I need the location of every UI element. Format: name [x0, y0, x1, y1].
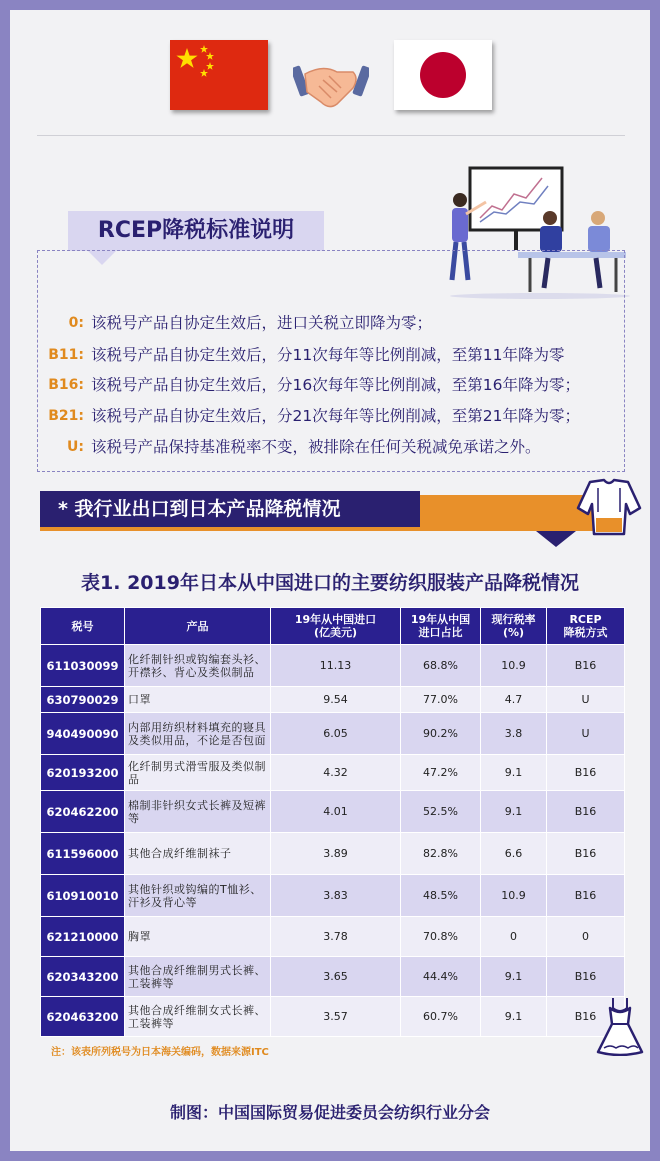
table-row	[41, 833, 625, 875]
rcep-title-tag	[68, 211, 324, 251]
table-title: 表1. 2019年日本从中国进口的主要纺织服装产品降税情况	[81, 572, 579, 594]
header-rcep-method: RCEP 降税方式	[547, 608, 625, 645]
china-flag-icon	[170, 40, 268, 110]
table-row	[41, 917, 625, 957]
cell-current-rate: 9.1	[481, 755, 547, 791]
cell-current-rate: 9.1	[481, 997, 547, 1037]
cell-product: 口罩	[125, 687, 271, 713]
legend-text: 该税号产品自协定生效后，进口关税立即降为零；	[91, 314, 433, 332]
dress-icon	[596, 996, 644, 1056]
table-row	[41, 687, 625, 713]
cell-import-value: 4.01	[271, 791, 401, 833]
cell-rcep-method: B16	[547, 997, 625, 1037]
table-row	[41, 791, 625, 833]
legend-code: B11:	[48, 347, 84, 363]
legend-item	[38, 370, 638, 400]
japan-flag-icon	[394, 40, 492, 110]
cell-rcep-method: U	[547, 713, 625, 755]
legend-text: 该税号产品自协定生效后，分16次每年等比例削减，至第16年降为零；	[91, 376, 580, 394]
cell-import-share: 60.7%	[401, 997, 481, 1037]
table-header-row	[41, 608, 625, 645]
cell-current-rate: 4.7	[481, 687, 547, 713]
cell-import-value: 3.57	[271, 997, 401, 1037]
cell-product: 化纤制针织或钩编套头衫、开襟衫、背心及类似制品	[125, 645, 271, 687]
cell-product: 化纤制男式滑雪服及类似制品	[125, 755, 271, 791]
table-row	[41, 875, 625, 917]
cell-import-share: 82.8%	[401, 833, 481, 875]
cell-import-value: 9.54	[271, 687, 401, 713]
cell-current-rate: 9.1	[481, 957, 547, 997]
cell-tariff-code: 620343200	[41, 957, 125, 997]
cell-tariff-code: 940490090	[41, 713, 125, 755]
legend-code: B21:	[48, 408, 84, 424]
section-notch	[536, 531, 576, 547]
cell-import-value: 11.13	[271, 645, 401, 687]
credit-line: 制图：中国国际贸易促进委员会纺织行业分会	[169, 1103, 490, 1122]
cell-import-value: 3.89	[271, 833, 401, 875]
cell-tariff-code: 611030099	[41, 645, 125, 687]
table-row	[41, 957, 625, 997]
cell-import-share: 48.5%	[401, 875, 481, 917]
cell-product: 内部用纺织材料填充的寝具及类似用品，不论是否包面	[125, 713, 271, 755]
cell-current-rate: 3.8	[481, 713, 547, 755]
cell-product: 其他合成纤维制男式长裤、工装裤等	[125, 957, 271, 997]
legend-text: 该税号产品保持基准税率不变，被排除在任何关税减免承诺之外。	[91, 438, 541, 456]
table-row	[41, 713, 625, 755]
cell-current-rate: 6.6	[481, 833, 547, 875]
cell-tariff-code: 611596000	[41, 833, 125, 875]
legend-item	[38, 340, 638, 370]
cell-tariff-code: 620462200	[41, 791, 125, 833]
cell-tariff-code: 610910010	[41, 875, 125, 917]
header-import-share: 19年从中国 进口占比	[401, 608, 481, 645]
cell-import-value: 4.32	[271, 755, 401, 791]
table-row	[41, 997, 625, 1037]
legend-code: 0:	[68, 315, 84, 331]
cell-rcep-method: B16	[547, 957, 625, 997]
cell-current-rate: 9.1	[481, 791, 547, 833]
cell-tariff-code: 620193200	[41, 755, 125, 791]
cell-tariff-code: 630790029	[41, 687, 125, 713]
cell-import-share: 47.2%	[401, 755, 481, 791]
cell-tariff-code: 621210000	[41, 917, 125, 957]
cell-product: 其他合成纤维制袜子	[125, 833, 271, 875]
table-row	[41, 645, 625, 687]
cell-rcep-method: B16	[547, 833, 625, 875]
table-note: 注：该表所列税号为日本海关编码，数据来源ITC	[51, 1047, 269, 1058]
divider	[37, 135, 625, 136]
legend-code: B16:	[48, 377, 84, 393]
cell-import-share: 70.8%	[401, 917, 481, 957]
cell-import-share: 68.8%	[401, 645, 481, 687]
cell-current-rate: 10.9	[481, 645, 547, 687]
cell-rcep-method: B16	[547, 791, 625, 833]
cell-rcep-method: B16	[547, 645, 625, 687]
legend-code: U:	[67, 439, 84, 455]
tariff-table	[40, 607, 625, 1037]
legend-item	[38, 308, 638, 338]
infographic-page	[10, 10, 650, 1151]
tariff-legend	[37, 250, 625, 472]
legend-text: 该税号产品自协定生效后，分11次每年等比例削减，至第11年降为零	[91, 346, 565, 364]
cell-import-share: 77.0%	[401, 687, 481, 713]
legend-item	[38, 432, 638, 462]
section-header	[40, 491, 420, 527]
rcep-title: RCEP降税标准说明	[97, 218, 295, 243]
cell-import-value: 3.83	[271, 875, 401, 917]
header-import-value: 19年从中国进口 (亿美元)	[271, 608, 401, 645]
sweater-icon	[576, 478, 642, 538]
header-current-rate: 现行税率 (%)	[481, 608, 547, 645]
cell-tariff-code: 620463200	[41, 997, 125, 1037]
cell-rcep-method: 0	[547, 917, 625, 957]
legend-text: 该税号产品自协定生效后，分21次每年等比例削减，至第21年降为零；	[91, 407, 580, 425]
header-tariff-code: 税号	[41, 608, 125, 645]
cell-import-share: 52.5%	[401, 791, 481, 833]
cell-rcep-method: B16	[547, 875, 625, 917]
cell-current-rate: 10.9	[481, 875, 547, 917]
handshake-icon	[293, 58, 369, 114]
section-title: * 我行业出口到日本产品降税情况	[58, 498, 341, 520]
cell-rcep-method: B16	[547, 755, 625, 791]
cell-product: 其他合成纤维制女式长裤、工装裤等	[125, 997, 271, 1037]
cell-product: 其他针织或钩编的T恤衫、汗衫及背心等	[125, 875, 271, 917]
cell-import-share: 44.4%	[401, 957, 481, 997]
cell-import-value: 6.05	[271, 713, 401, 755]
legend-item	[38, 401, 638, 431]
header-product: 产品	[125, 608, 271, 645]
cell-import-share: 90.2%	[401, 713, 481, 755]
cell-product: 胸罩	[125, 917, 271, 957]
cell-import-value: 3.78	[271, 917, 401, 957]
cell-product: 棉制非针织女式长裤及短裤等	[125, 791, 271, 833]
cell-rcep-method: U	[547, 687, 625, 713]
cell-current-rate: 0	[481, 917, 547, 957]
table-row	[41, 755, 625, 791]
cell-import-value: 3.65	[271, 957, 401, 997]
